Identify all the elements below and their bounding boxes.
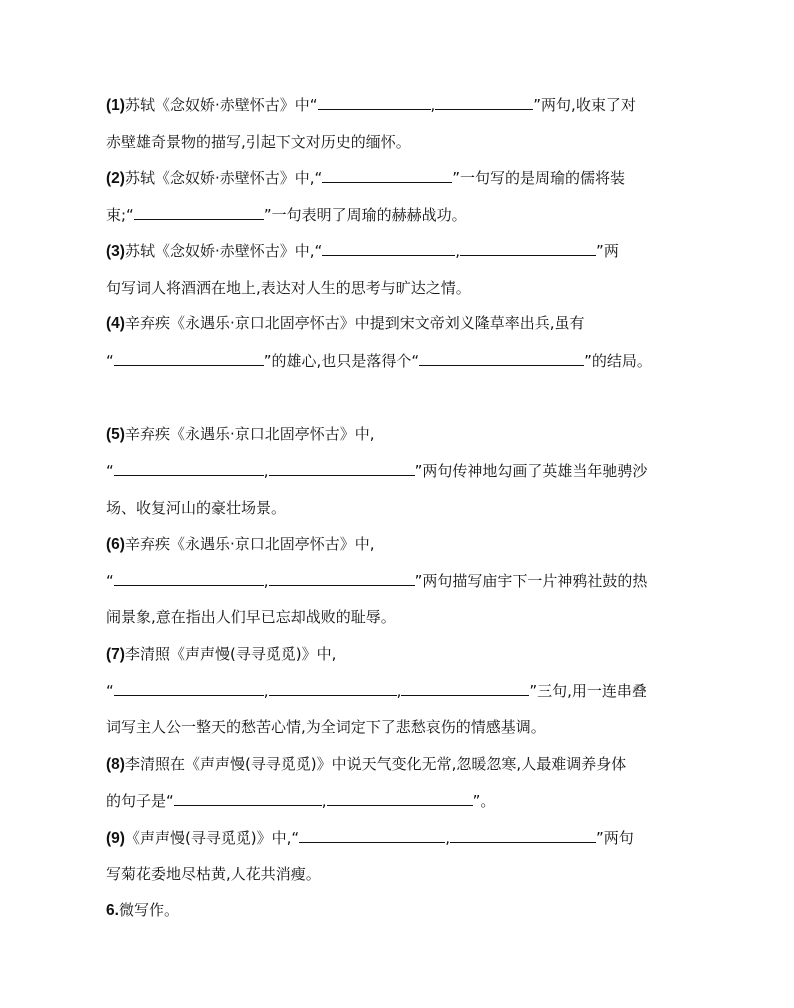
q4-blank-1[interactable] (114, 351, 264, 366)
q5-number: (5) (106, 426, 125, 443)
q6-comma: , (263, 572, 269, 590)
q5-comma: , (263, 462, 269, 480)
q7-line-3 (106, 717, 546, 737)
q6-text-a: 辛弃疾《永遇乐·京口北固亭怀古》中, (124, 535, 375, 553)
q7-comma-2: , (396, 682, 402, 700)
q6-line-3 (106, 607, 396, 627)
q8-blank-1[interactable] (174, 791, 322, 806)
q2-text-d: ”一句表明了周瑜的赫赫战功。 (263, 206, 467, 224)
q8-number: (8) (106, 756, 125, 773)
q2-number: (2) (106, 170, 125, 187)
q8-line-1 (106, 754, 626, 775)
q2-line-1 (106, 168, 625, 189)
q6-line-2 (106, 571, 647, 591)
q8-text-c: ”。 (472, 792, 496, 810)
q5-text-b: “ (106, 462, 114, 480)
q5-text-d: 场、收复河山的豪壮场景。 (106, 499, 287, 517)
q7-number: (7) (106, 646, 125, 663)
q9-comma: , (445, 829, 450, 847)
q5-line-3 (106, 498, 286, 518)
section-6-number: 6. (106, 902, 119, 919)
q2-blank-2[interactable] (134, 205, 264, 220)
q1-line-2 (106, 132, 411, 152)
q5-blank-1[interactable] (114, 461, 264, 476)
q4-text-a: 辛弃疾《永遇乐·京口北固亭怀古》中提到宋文帝刘义隆草率出兵,虽有 (124, 314, 585, 332)
q7-text-b: “ (106, 682, 114, 700)
q1-blank-1[interactable] (318, 95, 431, 110)
q9-text-c: 写菊花委地尽枯黄,人花共消瘦。 (106, 865, 321, 883)
q3-text-c: 句写词人将酒洒在地上,表达对人生的思考与旷达之情。 (106, 279, 471, 297)
q9-blank-2[interactable] (450, 828, 596, 843)
section-6-text: 微写作。 (118, 901, 179, 919)
q9-text-b: ”两句 (595, 829, 634, 847)
q7-comma-1: , (263, 682, 269, 700)
q1-text-c: 赤壁雄奇景物的描写,引起下文对历史的缅怀。 (106, 133, 411, 151)
q9-line-2 (106, 864, 321, 884)
q6-number: (6) (106, 536, 125, 553)
q3-line-1 (106, 241, 619, 262)
q8-text-b: 的句子是“ (106, 792, 174, 810)
q6-text-b: “ (106, 572, 114, 590)
q1-number: (1) (106, 97, 125, 114)
q3-line-2 (106, 278, 471, 298)
q9-text-a: 《声声慢(寻寻觅觅)》中,“ (124, 829, 300, 847)
q1-text-a: 苏轼《念奴娇·赤壁怀古》中“ (124, 96, 318, 114)
q3-text-a: 苏轼《念奴娇·赤壁怀古》中,“ (124, 242, 323, 260)
q4-line-1 (106, 313, 585, 334)
q5-line-2 (106, 461, 647, 481)
q6-blank-2[interactable] (269, 571, 415, 586)
q5-line-1 (106, 424, 375, 445)
q7-text-d: 词写主人公一整天的愁苦心情,为全词定下了悲愁哀伤的情感基调。 (106, 718, 546, 736)
q1-text-b: ”两句,收束了对 (533, 96, 636, 114)
q6-text-d: 闹景象,意在指出人们早已忘却战败的耻辱。 (106, 608, 396, 626)
q1-line-1 (106, 95, 636, 116)
q6-line-1 (106, 534, 375, 555)
q4-line-2 (106, 351, 652, 371)
q7-text-a: 李清照《声声慢(寻寻觅觅)》中, (124, 645, 337, 663)
q2-line-2 (106, 205, 467, 225)
q6-blank-1[interactable] (114, 571, 264, 586)
q4-blank-2[interactable] (419, 351, 584, 366)
q3-text-b: ”两 (596, 242, 619, 260)
q3-blank-2[interactable] (460, 241, 596, 256)
q2-blank-1[interactable] (322, 168, 452, 183)
q3-number: (3) (106, 243, 125, 260)
q8-comma: , (321, 792, 327, 810)
q4-text-b: “ (106, 352, 114, 370)
q9-blank-1[interactable] (299, 828, 445, 843)
q4-number: (4) (106, 315, 125, 332)
q3-blank-1[interactable] (322, 241, 455, 256)
section-6-heading (106, 900, 179, 921)
q8-blank-2[interactable] (327, 791, 473, 806)
q7-blank-3[interactable] (401, 681, 529, 696)
q5-text-c: ”两句传神地勾画了英雄当年驰骋沙 (414, 462, 648, 480)
q4-text-c: ”的雄心,也只是落得个“ (263, 352, 420, 370)
q7-line-2 (106, 681, 647, 701)
q5-blank-2[interactable] (269, 461, 415, 476)
q4-text-d: ”的结局。 (584, 352, 652, 370)
q1-comma: , (430, 96, 436, 114)
q9-line-1 (106, 828, 634, 849)
q7-blank-1[interactable] (114, 681, 264, 696)
q1-blank-2[interactable] (435, 95, 533, 110)
q9-number: (9) (106, 830, 125, 847)
q5-text-a: 辛弃疾《永遇乐·京口北固亭怀古》中, (124, 425, 375, 443)
q8-line-2 (106, 791, 495, 811)
q2-text-a: 苏轼《念奴娇·赤壁怀古》中,“ (124, 169, 323, 187)
q6-text-c: ”两句描写庙宇下一片神鸦社鼓的热 (414, 572, 648, 590)
q7-blank-2[interactable] (269, 681, 397, 696)
q3-comma: , (455, 242, 461, 260)
q2-text-b: ”一句写的是周瑜的儒将装 (452, 169, 626, 187)
q7-line-1 (106, 644, 336, 665)
q7-text-c: ”三句,用一连串叠 (529, 682, 647, 700)
q8-text-a: 李清照在《声声慢(寻寻觅觅)》中说天气变化无常,忽暖忽寒,人最难调养身体 (124, 755, 627, 773)
q2-text-c: 束;“ (106, 206, 134, 224)
